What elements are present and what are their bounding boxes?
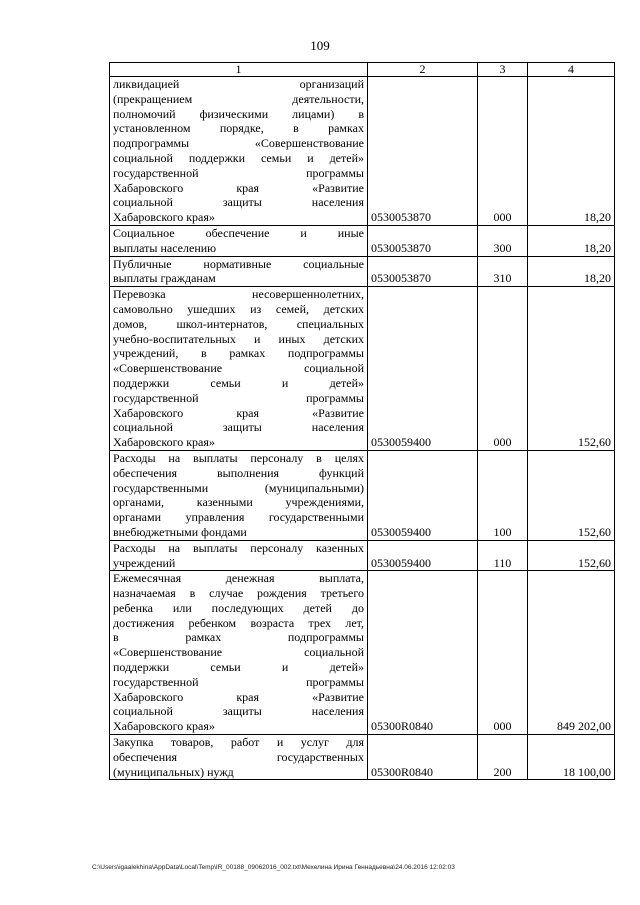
description-line: социальной защиты населения — [113, 704, 364, 719]
target-code-cell: 0530053870 — [368, 77, 478, 226]
target-code-cell: 0530059400 — [368, 540, 478, 571]
description-line: Перевозка несовершеннолетних, — [113, 287, 364, 302]
description-line: органами управления государственными — [113, 510, 364, 525]
description-line: поддержки семьи и детей» — [113, 375, 364, 390]
expense-type-cell: 310 — [478, 256, 528, 287]
target-code-cell: 0530059400 — [368, 450, 478, 540]
description-line: государственной программы — [113, 390, 364, 405]
target-code-cell: 05300R0840 — [368, 735, 478, 780]
budget-table — [109, 62, 615, 780]
description-line: внебюджетными фондами — [113, 524, 247, 539]
header-col-1: 1 — [110, 63, 368, 77]
description-line: социальной защиты населения — [113, 420, 364, 435]
description-line: выплаты гражданам — [113, 271, 216, 286]
target-code-cell: 0530053870 — [368, 225, 478, 256]
table-row — [110, 540, 615, 571]
description-line: учреждений — [113, 555, 176, 570]
table-row — [110, 450, 615, 540]
description-line: выплаты населению — [113, 240, 217, 255]
amount-cell: 18,20 — [528, 256, 615, 287]
amount-cell: 152,60 — [528, 287, 615, 451]
header-row — [110, 63, 615, 77]
table-row — [110, 256, 615, 287]
row-description — [110, 225, 368, 256]
table-row — [110, 735, 615, 780]
description-line: государственной программы — [113, 674, 364, 689]
description-line: подпрограммы «Совершенствование — [113, 136, 364, 151]
description-line: Публичные нормативные социальные — [113, 256, 364, 271]
table-body — [110, 77, 615, 780]
expense-type-cell: 300 — [478, 225, 528, 256]
expense-type-cell: 100 — [478, 450, 528, 540]
expense-type-cell: 000 — [478, 77, 528, 226]
description-line: государственными (муниципальными) — [113, 480, 364, 495]
description-line: поддержки семьи и детей» — [113, 660, 364, 675]
target-code-cell: 05300R0840 — [368, 571, 478, 735]
table-row — [110, 225, 615, 256]
header-col-3: 3 — [478, 63, 528, 77]
amount-cell: 18 100,00 — [528, 735, 615, 780]
amount-cell: 152,60 — [528, 540, 615, 571]
description-line: обеспечения государственных — [113, 749, 364, 764]
description-line: (муниципальных) нужд — [113, 764, 234, 779]
row-description — [110, 287, 368, 451]
description-line: Расходы на выплаты персоналу казенных — [113, 540, 364, 555]
amount-cell: 152,60 — [528, 450, 615, 540]
amount-cell: 18,20 — [528, 225, 615, 256]
page-number: 109 — [310, 38, 330, 53]
description-line: в рамках подпрограммы — [113, 630, 364, 645]
amount-cell: 849 202,00 — [528, 571, 615, 735]
target-code-cell: 0530059400 — [368, 287, 478, 451]
description-line: (прекращением деятельности, — [113, 91, 364, 106]
description-line: ликвидацией организаций — [113, 77, 364, 91]
amount-cell: 18,20 — [528, 77, 615, 226]
description-line: достижения ребенком возраста трех лет, — [113, 615, 364, 630]
description-line: самовольно ушедших из семей, детских — [113, 301, 364, 316]
description-line: домов, школ-интернатов, специальных — [113, 316, 364, 331]
row-description — [110, 256, 368, 287]
description-line: Социальное обеспечение и иные — [113, 225, 364, 240]
table-row — [110, 77, 615, 226]
description-line: Хабаровского края «Развитие — [113, 180, 364, 195]
header-col-4: 4 — [528, 63, 615, 77]
row-description — [110, 571, 368, 735]
row-description — [110, 540, 368, 571]
table-row — [110, 571, 615, 735]
description-line: назначаемая в случае рождения третьего — [113, 586, 364, 601]
description-line: установленном порядке, в рамках — [113, 121, 364, 136]
description-line: обеспечения выполнения функций — [113, 465, 364, 480]
expense-type-cell: 000 — [478, 571, 528, 735]
description-line: Хабаровского края» — [113, 719, 215, 734]
description-line: учебно-воспитательных и иных детских — [113, 331, 364, 346]
description-line: Хабаровского края «Развитие — [113, 405, 364, 420]
description-line: полномочий физическими лицами) в — [113, 106, 364, 121]
target-code-cell: 0530053870 — [368, 256, 478, 287]
description-line: органами, казенными учреждениями, — [113, 495, 364, 510]
row-description — [110, 735, 368, 780]
description-line: «Совершенствование социальной — [113, 645, 364, 660]
description-line: социальной поддержки семьи и детей» — [113, 150, 364, 165]
expense-type-cell: 200 — [478, 735, 528, 780]
description-line: государственной программы — [113, 165, 364, 180]
description-line: «Совершенствование социальной — [113, 361, 364, 376]
description-line: Хабаровского края» — [113, 210, 215, 225]
description-line: Ежемесячная денежная выплата, — [113, 571, 364, 586]
header-col-2: 2 — [368, 63, 478, 77]
expense-type-cell: 110 — [478, 540, 528, 571]
description-line: ребенка или последующих детей до — [113, 600, 364, 615]
row-description — [110, 450, 368, 540]
description-line: Хабаровского края «Развитие — [113, 689, 364, 704]
description-line: социальной защиты населения — [113, 195, 364, 210]
description-line: учреждений, в рамках подпрограммы — [113, 346, 364, 361]
file-path-footer: C:\Users\igaalekhina\AppData\Local\Temp\IR_00188_09062016_002.txt\Мехелина Ирина Геннадьевна\24.06.2016 12:02:03 — [92, 864, 455, 871]
description-line: Хабаровского края» — [113, 435, 215, 450]
description-line: Закупка товаров, работ и услуг для — [113, 735, 364, 750]
expense-type-cell: 000 — [478, 287, 528, 451]
row-description — [110, 77, 368, 226]
description-line: Расходы на выплаты персоналу в целях — [113, 450, 364, 465]
table-row — [110, 287, 615, 451]
